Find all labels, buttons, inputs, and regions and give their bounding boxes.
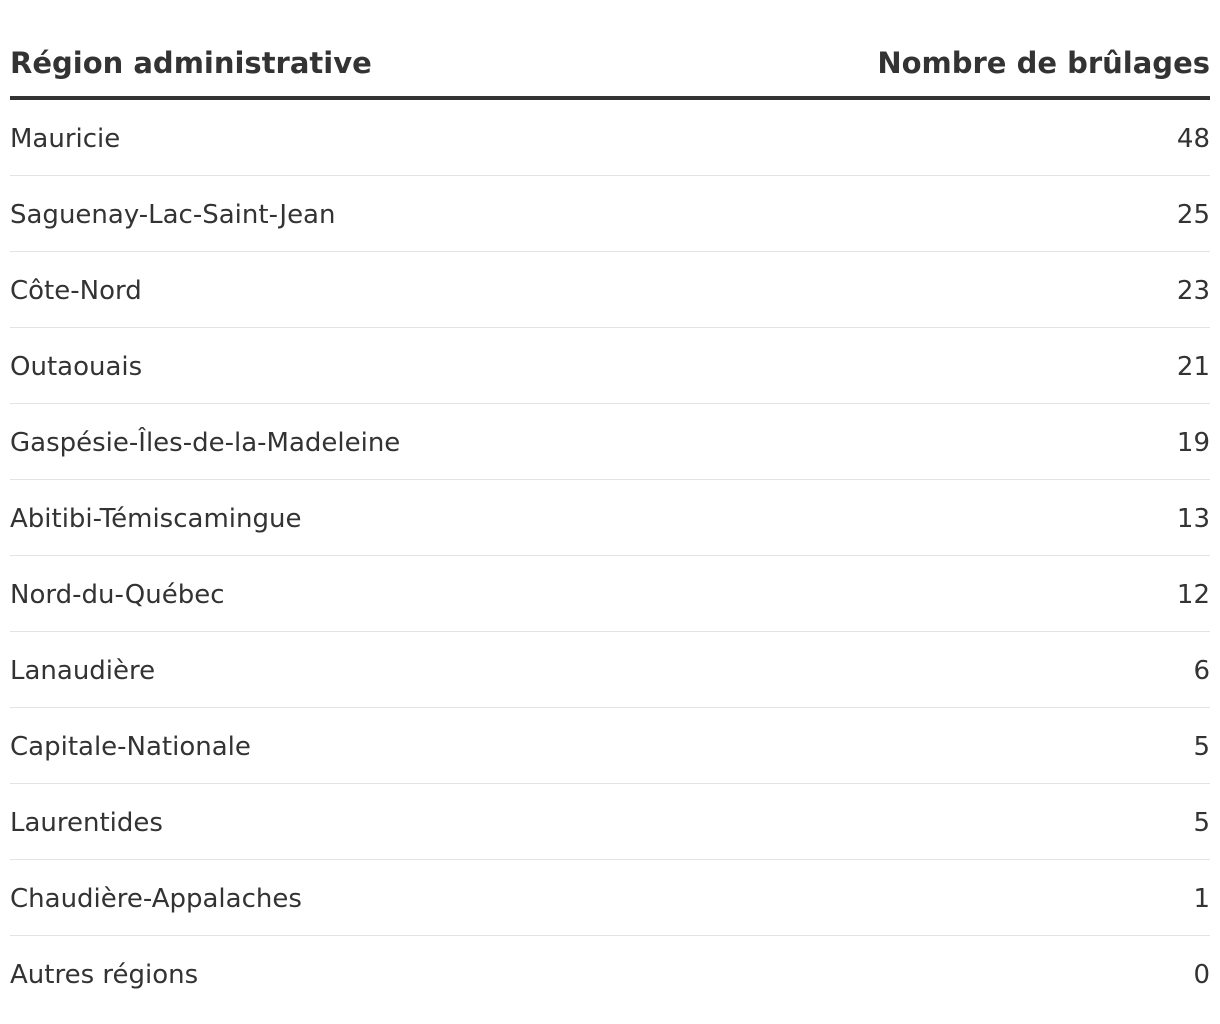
region-cell: Laurentides [10, 807, 163, 838]
count-cell: 6 [1193, 655, 1210, 686]
count-cell: 23 [1176, 275, 1210, 306]
table-row [10, 100, 1210, 176]
region-cell: Autres régions [10, 960, 199, 990]
count-cell: 5 [1193, 731, 1210, 762]
count-cell: 0 [1193, 960, 1210, 990]
count-cell: 19 [1176, 427, 1210, 458]
count-cell: 5 [1193, 807, 1210, 838]
region-cell: Mauricie [10, 123, 121, 154]
table-row [10, 252, 1210, 328]
region-cell: Gaspésie-Îles-de-la-Madeleine [10, 427, 401, 458]
count-cell: 12 [1176, 579, 1210, 610]
count-cell: 21 [1176, 351, 1210, 382]
table-row [10, 556, 1210, 632]
table-header [10, 30, 1210, 100]
count-cell: 1 [1193, 883, 1210, 914]
table-row [10, 480, 1210, 556]
table-row [10, 176, 1210, 252]
table-row [10, 328, 1210, 404]
region-cell: Nord-du-Québec [10, 579, 225, 610]
table-row [10, 708, 1210, 784]
region-cell: Lanaudière [10, 655, 156, 686]
table-row [10, 784, 1210, 860]
region-cell: Outaouais [10, 351, 143, 382]
table-row [10, 860, 1210, 936]
region-cell: Côte-Nord [10, 275, 142, 306]
count-cell: 48 [1176, 123, 1210, 154]
table-row [10, 632, 1210, 708]
region-cell: Abitibi-Témiscamingue [10, 503, 302, 534]
count-cell: 13 [1176, 503, 1210, 534]
header-region: Région administrative [10, 46, 372, 80]
count-cell: 25 [1176, 199, 1210, 230]
header-count: Nombre de brûlages [877, 46, 1210, 80]
table-row [10, 404, 1210, 480]
region-cell: Chaudière-Appalaches [10, 883, 302, 914]
region-cell: Capitale-Nationale [10, 731, 251, 762]
data-table [10, 30, 1210, 1012]
table-row [10, 936, 1210, 1012]
table-body [10, 100, 1210, 1012]
region-cell: Saguenay-Lac-Saint-Jean [10, 199, 336, 230]
